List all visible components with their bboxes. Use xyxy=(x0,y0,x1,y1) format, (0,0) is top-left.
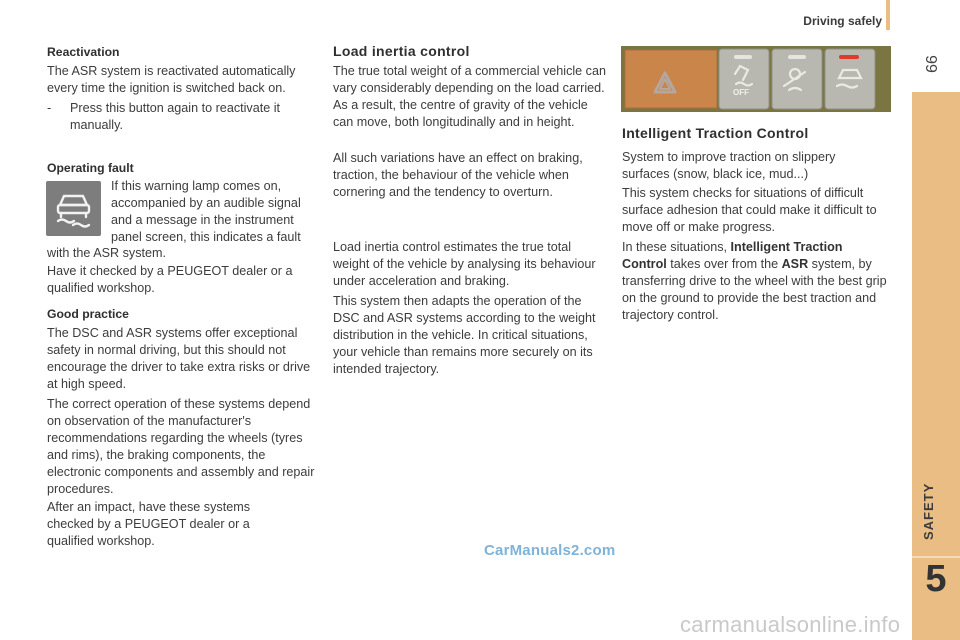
chapter-label: SAFETY xyxy=(921,482,936,540)
fault-text-wrapped: If this warning lamp comes on, accompanied by an audible signal and a message in the instrument panel screen, this indicates a fault xyxy=(111,179,301,244)
dashboard-buttons-photo xyxy=(621,46,891,112)
page-number: 99 xyxy=(922,55,939,73)
load-inertia-text-2: All such variations have an effect on braking, traction, the behaviour of the vehicle when cornering and the tendency to overturn. xyxy=(333,151,583,199)
load-inertia-text-1: The true total weight of a commercial vehicle can vary considerably depending on the load carried. As a result, the centre of gravity of the vehicle can move, both longitudinally and in height. xyxy=(333,64,606,129)
reactivation-heading: Reactivation xyxy=(47,45,120,59)
good-practice-heading: Good practice xyxy=(47,307,129,321)
carmanuals-watermark: CarManuals2.com xyxy=(484,542,616,559)
fault-check-text: Have it checked by a PEUGEOT dealer or a qualified workshop. xyxy=(47,264,293,295)
good-practice-text-1: The DSC and ASR systems offer exceptional safety in normal driving, but this should not encourage the driver to take extra risks or drive at high speed. xyxy=(47,326,311,391)
itc-text-1: System to improve traction on slippery surfaces (snow, black ice, mud...) xyxy=(622,150,836,181)
good-practice-text-2: The correct operation of these systems depend on observation of the manufacturer's recommendations regarding the wheels (tyres and rims), the braking components, the electronic components and assembly and repair procedures. xyxy=(47,397,315,496)
footer-watermark: carmanualsonline.info xyxy=(680,612,901,637)
load-inertia-text-4: This system then adapts the operation of the DSC and ASR systems according to the weight distribution in the vehicle. In critical situations, your vehicle than remains more securely on its intended trajectory. xyxy=(333,294,596,376)
load-inertia-text-3: Load inertia control estimates the true total weight of the vehicle by analysing its behaviour under acceleration and braking. xyxy=(333,240,596,288)
good-practice-text-3: After an impact, have these systems checked by a PEUGEOT dealer or a qualified workshop. xyxy=(47,500,250,548)
running-header: Driving safely xyxy=(803,14,882,28)
itc-text-2: This system checks for situations of difficult surface adhesion that could make it difficult to move off or make progress. xyxy=(622,186,877,234)
operating-fault-heading: Operating fault xyxy=(47,161,134,175)
fault-text-continued: with the ASR system. xyxy=(47,246,166,260)
reactivation-text: The ASR system is reactivated automatically every time the ignition is switched back on. xyxy=(47,64,296,95)
traction-warning-lamp-icon xyxy=(46,181,101,236)
itc-heading: Intelligent Traction Control xyxy=(622,125,809,141)
itc-text-3: In these situations, Intelligent Traction Control takes over from the ASR system, by transferring drive to the wheel with the best grip on the ground to provide the best traction and trajectory control. xyxy=(622,240,887,322)
header-accent-bar xyxy=(886,0,890,30)
chapter-number: 5 xyxy=(925,558,947,600)
reactivation-bullet: Press this button again to reactivate it manually. xyxy=(70,101,281,132)
off-label: OFF xyxy=(733,88,749,97)
load-inertia-heading: Load inertia control xyxy=(333,43,470,59)
bullet-dash: - xyxy=(47,101,52,115)
